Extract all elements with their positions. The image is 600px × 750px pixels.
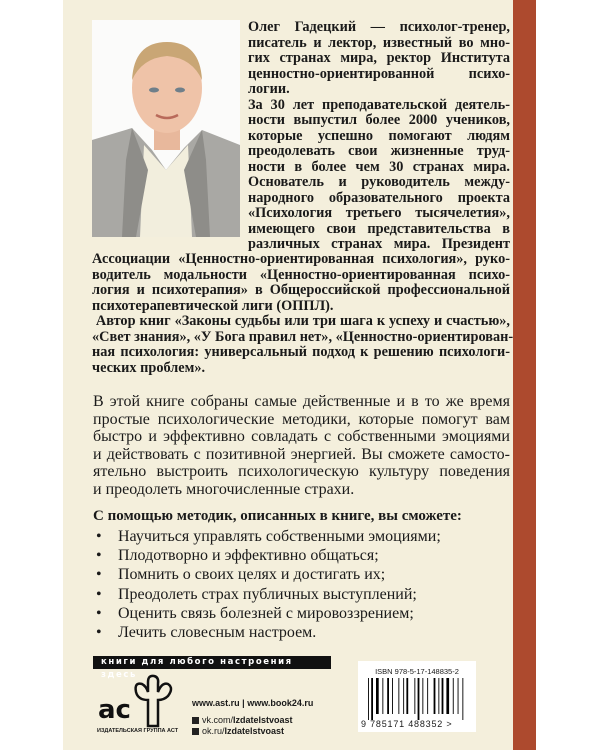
bio-line: Автор книг «Законы судьбы или три шага к успеху и счастью», <box>92 313 510 329</box>
bio-line: народного образовательного проекта <box>248 189 510 206</box>
description-line: быстро и эффективно совладать с собственными эмоциями <box>93 428 510 446</box>
list-item <box>96 623 441 642</box>
barcode-bar <box>406 678 408 714</box>
slogan-banner: книги для любого настроения здесь <box>93 656 331 669</box>
list-item <box>96 565 441 584</box>
barcode-bar <box>418 678 420 720</box>
author-photo <box>92 20 240 237</box>
barcode-bar <box>403 678 404 714</box>
bio-line: различных странах мира. Президент <box>248 236 510 252</box>
ok-handle: Izdatelstvoast <box>224 726 285 736</box>
vk-prefix: vk.com/ <box>202 715 234 725</box>
isbn-number: ISBN 978-5-17-148835-2 <box>375 667 459 676</box>
bio-line: ности в более чем 30 странах мира. <box>248 158 510 175</box>
description-line: и преодолеть многочисленные страхи. <box>93 480 355 498</box>
barcode-digits: 9 785171 488352 > <box>361 719 453 729</box>
bio-line: гих странах мира, ректор Института <box>248 50 510 66</box>
barcode-bar <box>434 678 436 714</box>
bullet-icon: • <box>96 604 102 622</box>
spine-stripe <box>513 0 536 750</box>
barcode-bar <box>382 678 383 714</box>
barcode-bar <box>453 678 454 714</box>
bio-line: Олег Гадецкий — психолог-тренер, <box>248 19 510 35</box>
bio-line: водитель модальности «Ценностно-ориентированная психо- <box>92 266 510 283</box>
description-line: В этой книге собраны самые действенные и в то же время <box>93 393 510 410</box>
publisher-caption: ИЗДАТЕЛЬСКАЯ ГРУППА АСТ <box>97 728 179 734</box>
barcode-bar <box>427 678 428 714</box>
barcode-bar <box>442 678 444 714</box>
list-item <box>96 604 441 623</box>
bullet-icon: • <box>96 624 102 642</box>
publisher-links <box>192 698 313 737</box>
bio-line: ности выпустил более 2000 учеников, <box>248 112 510 128</box>
barcode-icon <box>368 678 468 720</box>
bio-line: Основатель и руководитель между- <box>248 174 510 190</box>
vk-link[interactable] <box>192 715 313 726</box>
bio-line: «Свет знания», «У Бога правил нет», «Ценностно-ориентирован- <box>92 328 514 345</box>
vk-handle: Izdatelstvoast <box>233 715 293 725</box>
bullet-icon: • <box>96 585 102 603</box>
publisher-logo <box>96 674 180 734</box>
list-item-text: Лечить словесным настроем. <box>118 624 317 642</box>
author-bio-right-column <box>248 20 510 253</box>
benefits-heading: С помощью методик, описанных в книге, вы сможете: <box>93 508 462 524</box>
list-item-text: Плодотворно и эффективно общаться; <box>118 547 379 565</box>
isbn-barcode <box>358 661 476 732</box>
bio-line: «Психология третьего тысячелетия», <box>248 205 510 221</box>
ok-prefix: ok.ru/ <box>202 726 225 736</box>
bio-line: писатель и лектор, известный во мно- <box>248 34 510 51</box>
list-item <box>96 546 441 565</box>
bio-line: логии. <box>248 81 290 97</box>
barcode-bar <box>371 678 373 720</box>
bio-line: ная психология: универсальный подход к решению психологи- <box>92 344 510 360</box>
ok-link[interactable] <box>192 726 313 737</box>
list-item-text: Преодолеть страх публичных выступлений; <box>118 585 417 603</box>
author-bio-full-width <box>92 251 514 376</box>
barcode-bar <box>387 678 389 714</box>
bio-line: которые успешно помогают людям <box>248 127 510 144</box>
barcode-bar <box>414 678 415 714</box>
bio-line: ческих проблем». <box>92 359 206 376</box>
bio-line: Ассоциации «Ценностно-ориентированная психология», руко- <box>92 251 510 267</box>
ok-icon <box>192 728 199 735</box>
list-item <box>96 527 441 546</box>
barcode-bar <box>446 678 449 714</box>
barcode-bar <box>376 678 379 714</box>
barcode-bar <box>462 678 463 720</box>
barcode-bar <box>392 678 393 714</box>
bio-line: ценностно-ориентированной психо- <box>248 65 510 82</box>
list-item <box>96 585 441 604</box>
bullet-icon: • <box>96 547 102 565</box>
barcode-bar <box>458 678 459 714</box>
barcode-bar <box>398 678 399 714</box>
bio-line: логия и психотерапия» в Общероссийской профессиональной <box>92 282 510 298</box>
svg-text:ac: ac <box>98 695 131 725</box>
bullet-icon: • <box>96 566 102 584</box>
book-description <box>93 393 510 499</box>
bullet-icon: • <box>96 528 102 545</box>
bio-line: преодолевать свои жизненные труд- <box>248 143 510 159</box>
bio-line: психотерапевтической лиги (ОППЛ). <box>92 297 334 314</box>
description-line: простые психологические методики, которые помогут вам <box>93 410 510 428</box>
benefits-list <box>96 527 441 642</box>
bio-line: За 30 лет преподавательской деятель- <box>248 96 510 113</box>
description-line: ятельно выстроить психологическую культуру поведения <box>93 463 510 481</box>
list-item-text: Научиться управлять собственными эмоциями; <box>118 528 441 545</box>
list-item-text: Оценить связь болезней с мировоззрением; <box>118 604 414 622</box>
barcode-bar <box>438 678 439 714</box>
description-line: и действовать с позитивной энергией. Вы сможете самосто- <box>93 445 510 463</box>
barcode-bar <box>422 678 423 714</box>
bio-line: имеющего свои представительства в <box>248 220 510 237</box>
vk-icon <box>192 717 199 724</box>
website-links[interactable]: www.ast.ru | www.book24.ru <box>192 698 314 708</box>
barcode-bar <box>368 678 369 720</box>
list-item-text: Помнить о своих целях и достигать их; <box>118 566 386 584</box>
